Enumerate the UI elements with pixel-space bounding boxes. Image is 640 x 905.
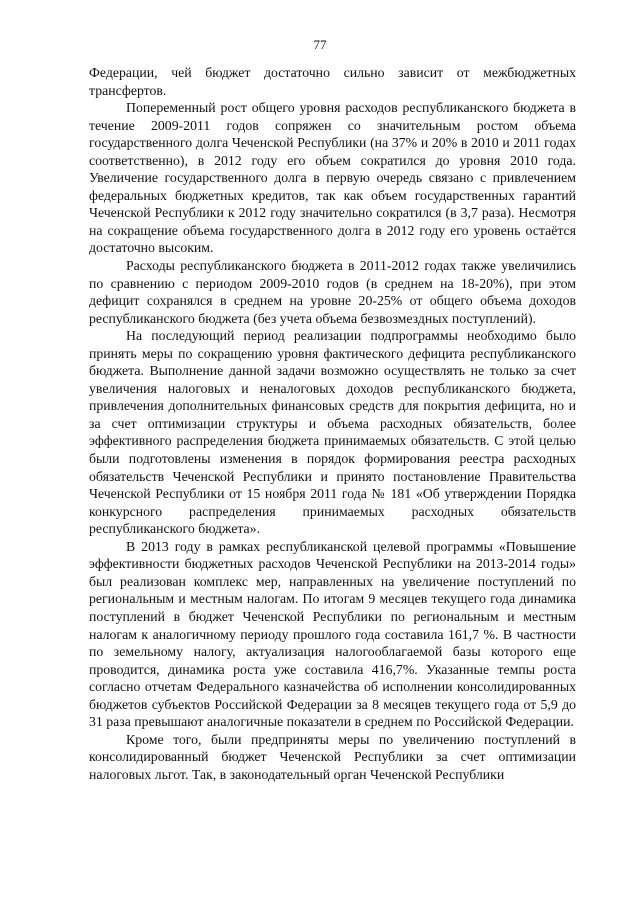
paragraph-state-debt: Попеременный рост общего уровня расходов республиканского бюджета в течение 2009-2011 годов сопряжен со значительным ростом объема государственного долга Чеченской Республики (на 37% и 20% в 2010 и 2011 годах соответственно), в 2012 году его объем сократился до уровня 2010 года. Увеличение государственного долга в первую очередь связано с привлечением федеральных бюджетных кредитов, так как объем государственных гарантий Чеченской Республики к 2012 году значительно сократился (в 3,7 раза). Несмотря на сокращение объема государственного долга в 2012 году его уровень остаётся достаточно высоким. <box>89 100 576 256</box>
paragraph-continuation: Федерации, чей бюджет достаточно сильно зависит от межбюджетных трансфертов. <box>89 65 576 98</box>
paragraph-expenditures: Расходы республиканского бюджета в 2011-2012 годах также увеличились по сравнению с периодом 2009-2010 годов (в среднем на 18-20%), при этом дефицит сохранялся в среднем на уровне 20-25% от общего объема доходов республиканского бюджета (без учета объема безвозмездных поступлений). <box>89 258 576 326</box>
paragraph-2013-program: В 2013 году в рамках республиканской целевой программы «Повышение эффективности бюджетных расходов Чеченской Республики на 2013-2014 годы» был реализован комплекс мер, направленных на увеличение поступлений по региональным и местным налогам. По итогам 9 месяцев текущего года динамика поступлений в бюджет Чеченской Республики по региональным и местным налогам к аналогичному периоду прошлого года составила 161,7 %. В частности по земельному налогу, актуализация налогооблагаемой базы которого еще проводится, динамика роста уже составила 416,7%. Указанные темпы роста согласно отчетам Федерального казначейства об исполнении консолидированных бюджетов субъектов Российской Федерации за 8 месяцев текущего года от 5,9 до 31 раза превышают аналогичные показатели в среднем по Российской Федерации. <box>89 538 576 730</box>
body-text <box>89 64 576 783</box>
paragraph-tax-benefits: Кроме того, были предприняты меры по увеличению поступлений в консолидированный бюджет Чеченской Республики за счет оптимизации налоговых льгот. Так, в законодательный орган Чеченской Республики <box>89 731 576 782</box>
page-number: 77 <box>313 37 327 52</box>
paragraph-deficit-measures: На последующий период реализации подпрограммы необходимо было принять меры по сокращению уровня фактического дефицита республиканского бюджета. Выполнение данной задачи возможно осуществлять не только за счет увеличения налоговых и неналоговых доходов республиканского бюджета, привлечения дополнительных финансовых средств для покрытия дефицита, но и за счет оптимизации структуры и объема расходных обязательств, более эффективного распределения бюджета принимаемых обязательств. С этой целью были подготовлены изменения в порядок формирования реестра расходных обязательств Чеченской Республики и принято постановление Правительства Чеченской Республики от 15 ноября 2011 года № 181 «Об утверждении Порядка конкурсного распределения принимаемых расходных обязательств республиканского бюджета». <box>89 328 576 537</box>
